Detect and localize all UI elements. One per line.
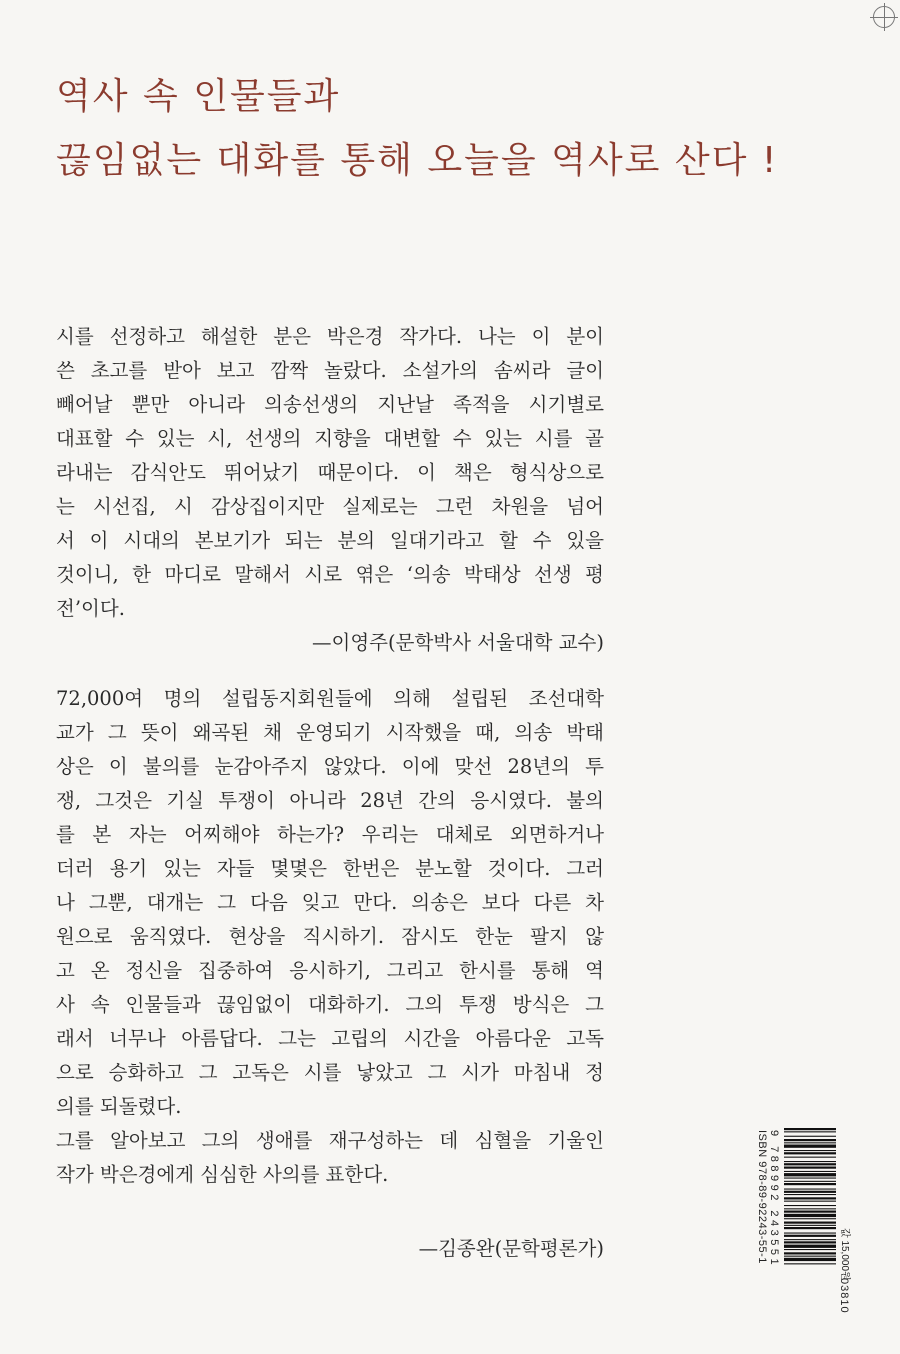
review-2-line: 쟁, 그것은 기실 투쟁이 아니라 28년 간의 응시였다. 불의 bbox=[56, 789, 604, 812]
review-2-byline-row bbox=[56, 1232, 604, 1266]
isbn-number: ISBN 978-89-92243-55-1 bbox=[756, 1130, 768, 1264]
barcode-bar bbox=[784, 1263, 836, 1264]
barcode-bar bbox=[784, 1136, 836, 1137]
barcode-bar bbox=[784, 1194, 836, 1195]
review-1-line: 대표할 수 있는 시, 선생의 지향을 대변할 수 있는 시를 골 bbox=[56, 427, 604, 450]
barcode-bar bbox=[784, 1201, 836, 1202]
barcode-bar bbox=[784, 1189, 836, 1190]
review-2-line: 를 본 자는 어찌해야 하는가? 우리는 대체로 외면하거나 bbox=[56, 823, 604, 846]
barcode-bar bbox=[784, 1249, 836, 1250]
headline-line-2: 끊임없는 대화를 통해 오늘을 역사로 산다 ! bbox=[56, 140, 779, 181]
barcode-bar bbox=[784, 1245, 836, 1248]
isbn-digits: 9 788992 243551 bbox=[768, 1130, 780, 1269]
review-2-line: 래서 너무나 아름답다. 그는 고립의 시간을 아름다운 고독 bbox=[56, 1027, 604, 1050]
review-2-line: 그를 알아보고 그의 생애를 재구성하는 데 심혈을 기울인 bbox=[56, 1129, 604, 1152]
barcode-bar bbox=[784, 1225, 836, 1226]
barcode-bar bbox=[784, 1178, 836, 1179]
barcode-bars bbox=[784, 1128, 836, 1352]
barcode-bar bbox=[784, 1152, 836, 1154]
review-2-line: 의를 되돌렸다. bbox=[56, 1095, 182, 1118]
price-label: 값 15,000원 bbox=[839, 1228, 850, 1281]
review-2-line: 원으로 움직였다. 현상을 직시하기. 잠시도 한눈 팔지 않 bbox=[56, 925, 604, 948]
barcode-bar bbox=[784, 1157, 836, 1158]
barcode-bar bbox=[784, 1233, 836, 1234]
barcode-bar bbox=[784, 1211, 836, 1213]
barcode-bar bbox=[784, 1167, 836, 1169]
barcode-bar bbox=[784, 1252, 836, 1254]
review-1-line: 는 시선집, 시 감상집이지만 실제로는 그런 차원을 넘어 bbox=[56, 495, 604, 518]
barcode-bar bbox=[784, 1161, 836, 1162]
barcode-bar bbox=[784, 1218, 836, 1219]
review-2-line: 작가 박은경에게 심심한 사의를 표한다. bbox=[56, 1163, 389, 1186]
review-2-line: 교가 그 뜻이 왜곡된 채 운영되기 시작했을 때, 의송 박태 bbox=[56, 721, 604, 744]
barcode-bar bbox=[784, 1150, 836, 1151]
review-1-byline: —이영주(문학박사 서울대학 교수) bbox=[312, 631, 604, 654]
barcode-bar bbox=[784, 1171, 836, 1172]
review-2-byline: —김종완(문학평론가) bbox=[418, 1237, 604, 1260]
barcode-bar bbox=[784, 1181, 836, 1182]
review-2-line: 고 온 정신을 집중하여 응시하기, 그리고 한시를 통해 역 bbox=[56, 959, 604, 982]
barcode-bar bbox=[784, 1183, 836, 1185]
review-2-line: 상은 이 불의를 눈감아주지 않았다. 이에 맞선 28년의 투 bbox=[56, 755, 604, 778]
barcode-graphic bbox=[784, 1128, 836, 1352]
headline-line-1: 역사 속 인물들과 bbox=[56, 76, 341, 117]
isbn-barcode bbox=[744, 1128, 856, 1352]
barcode-bar bbox=[784, 1128, 836, 1130]
review-1-line: 빼어날 뿐만 아니라 의송선생의 지난날 족적을 시기별로 bbox=[56, 393, 604, 416]
review-1-line: 쓴 초고를 받아 보고 깜짝 놀랐다. 소설가의 솜씨라 글이 bbox=[56, 359, 604, 382]
review-1 bbox=[56, 320, 604, 660]
barcode-bar bbox=[784, 1214, 836, 1217]
addon-code: 03810 bbox=[838, 1278, 850, 1314]
barcode-bar bbox=[784, 1139, 836, 1141]
barcode-bar bbox=[784, 1258, 836, 1261]
barcode-bar bbox=[784, 1222, 836, 1224]
barcode-bar bbox=[784, 1227, 836, 1229]
barcode-bar bbox=[784, 1205, 836, 1206]
review-2-line: 사 속 인물들과 끊임없이 대화하기. 그의 투쟁 방식은 그 bbox=[56, 993, 604, 1016]
barcode-bar bbox=[784, 1163, 836, 1165]
review-2-line: 72,000여 명의 설립동지회원들에 의해 설립된 조선대학 bbox=[56, 687, 604, 710]
review-2-line: 더러 용기 있는 자들 몇몇은 한번은 분노할 것이다. 그러 bbox=[56, 857, 604, 880]
review-1-line: 전’이다. bbox=[56, 597, 125, 620]
review-1-line: 시를 선정하고 해설한 분은 박은경 작가다. 나는 이 분이 bbox=[56, 325, 604, 348]
barcode-bar bbox=[784, 1131, 836, 1132]
review-1-line: 것이니, 한 마디로 말해서 시로 엮은 ‘의송 박태상 선생 평 bbox=[56, 563, 604, 586]
registration-mark bbox=[873, 6, 895, 28]
barcode-bar bbox=[784, 1239, 836, 1240]
review-2-line: 나 그뿐, 대개는 그 다음 잊고 만다. 의송은 보다 다른 차 bbox=[56, 891, 604, 914]
barcode-bar bbox=[784, 1142, 836, 1143]
review-2-line: 으로 승화하고 그 고독은 시를 낳았고 그 시가 마침내 정 bbox=[56, 1061, 604, 1084]
barcode-bar bbox=[784, 1235, 836, 1237]
barcode-bar bbox=[784, 1191, 836, 1193]
barcode-bar bbox=[784, 1145, 836, 1148]
barcode-bar bbox=[784, 1173, 836, 1176]
review-1-line: 라내는 감식안도 뛰어났기 때문이다. 이 책은 형식상으로 bbox=[56, 461, 604, 484]
review-1-line: 서 이 시대의 본보기가 되는 분의 일대기라고 할 수 있을 bbox=[56, 529, 604, 552]
barcode-bar bbox=[784, 1208, 836, 1209]
barcode-bar bbox=[784, 1241, 836, 1243]
barcode-bar bbox=[784, 1197, 836, 1199]
barcode-bar bbox=[784, 1256, 836, 1257]
review-2 bbox=[56, 682, 604, 1192]
